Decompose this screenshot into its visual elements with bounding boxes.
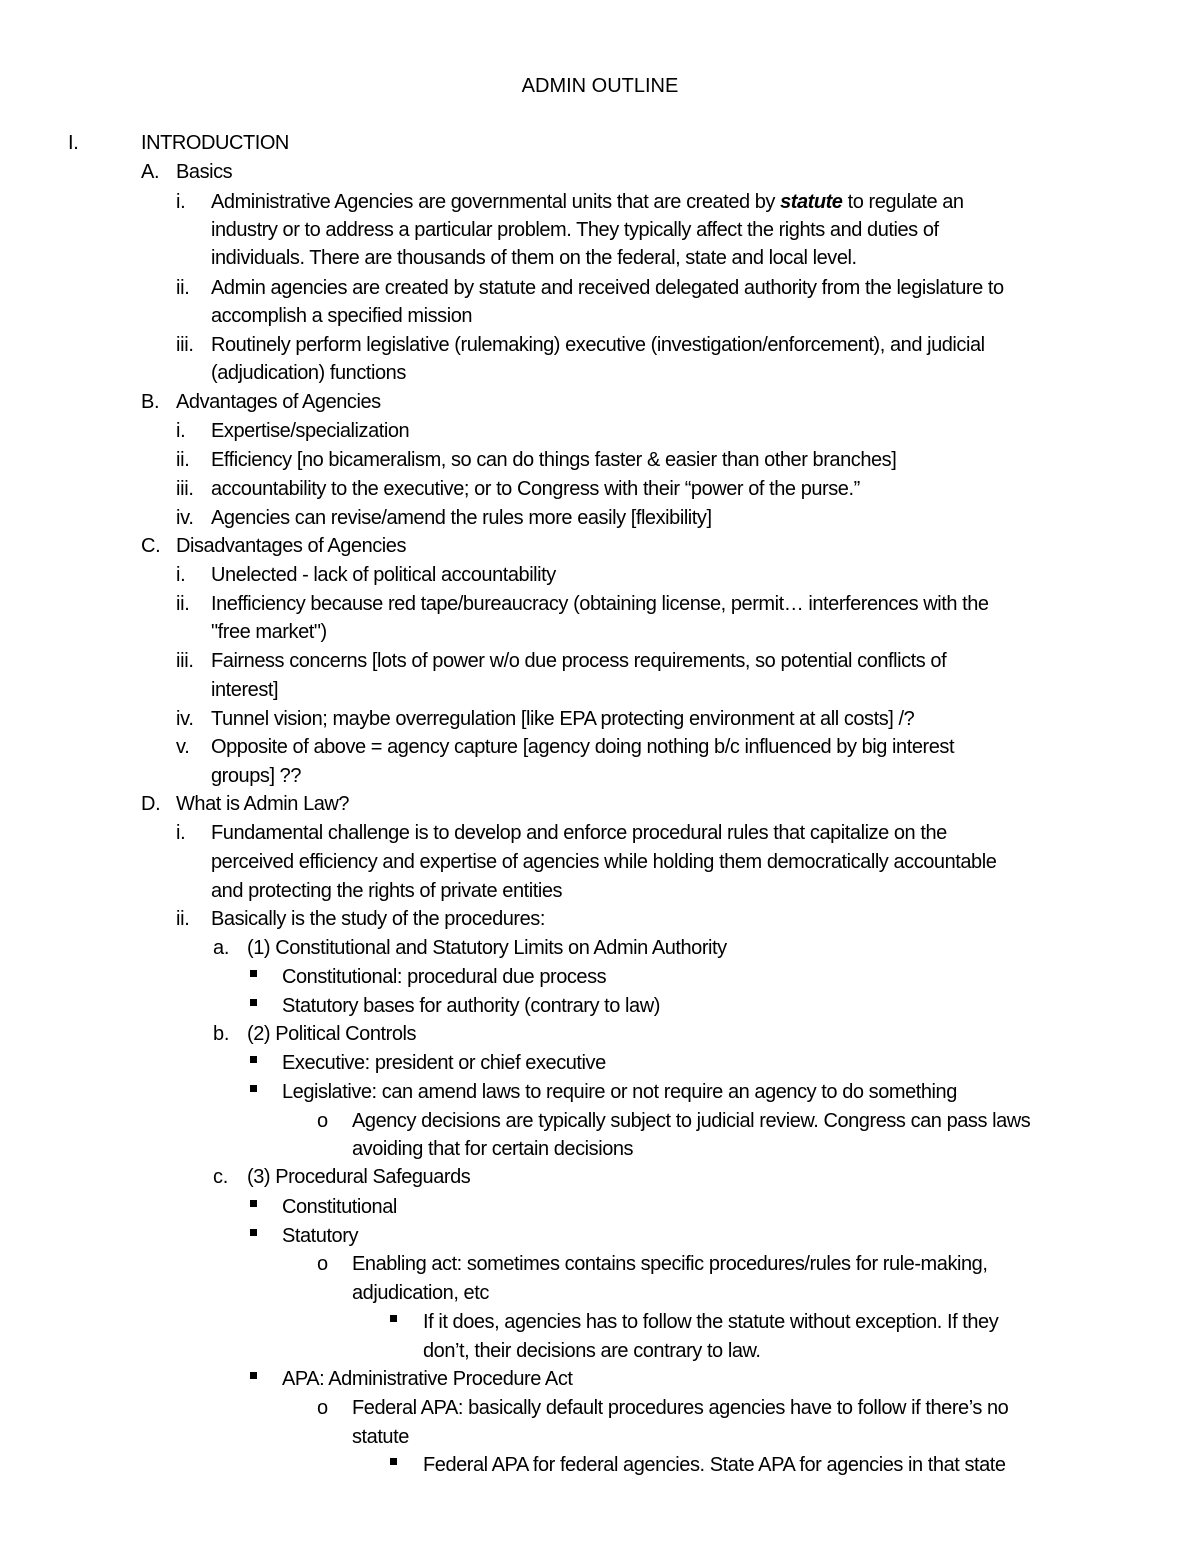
outline-marker-A-ii: ii. <box>176 277 190 299</box>
federal-apa-line-1: Federal APA: basically default procedures agencies have to follow if there’s no <box>352 1397 1009 1419</box>
square-bullet-icon <box>250 999 257 1006</box>
outline-marker-B-iii: iii. <box>176 478 194 500</box>
outline-marker-b: b. <box>213 1023 230 1045</box>
square-bullet-icon <box>390 1458 397 1465</box>
item-b-sub-line-1: Agency decisions are typically subject to judicial review. Congress can pass laws <box>352 1110 1031 1132</box>
outline-marker-B-i: i. <box>176 420 186 442</box>
admin-law-ii: Basically is the study of the procedures: <box>211 908 545 930</box>
disadvantages-v-line-1: Opposite of above = agency capture [agency doing nothing b/c influenced by big interest <box>211 736 955 758</box>
if-it-does-line-2: don’t, their decisions are contrary to law. <box>423 1340 761 1362</box>
page-title: ADMIN OUTLINE <box>521 75 679 97</box>
disadvantages-ii-line-1: Inefficiency because red tape/bureaucracy (obtaining license, permit… interferences with the <box>211 593 989 615</box>
square-bullet-icon <box>250 970 257 977</box>
disadvantages-iv: Tunnel vision; maybe overregulation [like EPA protecting environment at all costs] /? <box>211 708 915 730</box>
item-c-bullet-apa: APA: Administrative Procedure Act <box>282 1368 573 1390</box>
basics-i-text-before: Administrative Agencies are governmental units that are created by <box>211 191 781 213</box>
basics-iii-line-1: Routinely perform legislative (rulemaking) executive (investigation/enforcement), and judicial <box>211 334 985 356</box>
square-bullet-icon <box>250 1229 257 1236</box>
square-bullet-icon <box>250 1200 257 1207</box>
outline-marker-A-iii: iii. <box>176 334 194 356</box>
outline-marker-C-ii: ii. <box>176 593 190 615</box>
outline-marker-C: C. <box>141 535 161 557</box>
item-b-bullet-2: Legislative: can amend laws to require or not require an agency to do something <box>282 1081 957 1103</box>
item-c-bullet-constitutional: Constitutional <box>282 1196 397 1218</box>
outline-marker-A: A. <box>141 161 160 183</box>
outline-marker-a: a. <box>213 937 230 959</box>
advantages-ii: Efficiency [no bicameralism, so can do things faster & easier than other branches] <box>211 449 897 471</box>
disadvantages-iii-line-1: Fairness concerns [lots of power w/o due process requirements, so potential conflicts of <box>211 650 947 672</box>
subsection-heading-basics: Basics <box>176 161 233 183</box>
section-heading-introduction: INTRODUCTION <box>141 132 289 154</box>
outline-marker-C-i: i. <box>176 564 186 586</box>
outline-marker-D-i: i. <box>176 822 186 844</box>
basics-iii-line-2: (adjudication) functions <box>211 362 406 384</box>
hollow-circle-bullet-icon: o <box>317 1110 329 1132</box>
item-c-title: (3) Procedural Safeguards <box>247 1166 471 1188</box>
outline-marker-B: B. <box>141 391 160 413</box>
federal-apa-line-2: statute <box>352 1426 409 1448</box>
disadvantages-iii-line-2: interest] <box>211 679 279 701</box>
outline-marker-B-ii: ii. <box>176 449 190 471</box>
statute-emphasis: statute <box>780 191 843 213</box>
item-a-title: (1) Constitutional and Statutory Limits on Admin Authority <box>247 937 727 959</box>
admin-law-i-line-2: perceived efficiency and expertise of agencies while holding them democratically accountable <box>211 851 997 873</box>
subsection-heading-disadvantages: Disadvantages of Agencies <box>176 535 407 557</box>
item-b-bullet-1: Executive: president or chief executive <box>282 1052 606 1074</box>
admin-law-i-line-3: and protecting the rights of private entities <box>211 880 563 902</box>
outline-marker-c: c. <box>213 1166 228 1188</box>
hollow-circle-bullet-icon: o <box>317 1397 329 1419</box>
disadvantages-v-line-2: groups] ?? <box>211 765 302 787</box>
outline-marker-B-iv: iv. <box>176 507 194 529</box>
square-bullet-icon <box>250 1372 257 1379</box>
item-b-sub-line-2: avoiding that for certain decisions <box>352 1138 634 1160</box>
federal-state-apa: Federal APA for federal agencies. State APA for agencies in that state <box>423 1454 1006 1476</box>
hollow-circle-bullet-icon: o <box>317 1253 329 1275</box>
disadvantages-i: Unelected - lack of political accountability <box>211 564 556 586</box>
if-it-does-line-1: If it does, agencies has to follow the statute without exception. If they <box>423 1311 999 1333</box>
outline-marker-C-v: v. <box>176 736 190 758</box>
advantages-i: Expertise/specialization <box>211 420 410 442</box>
outline-marker-D-ii: ii. <box>176 908 190 930</box>
subsection-heading-what-is-admin-law: What is Admin Law? <box>176 793 350 815</box>
outline-marker-I: I. <box>68 132 79 154</box>
square-bullet-icon <box>250 1085 257 1092</box>
item-c-bullet-statutory: Statutory <box>282 1225 358 1247</box>
square-bullet-icon <box>250 1056 257 1063</box>
disadvantages-ii-line-2: "free market") <box>211 621 327 643</box>
basics-i-line-3: individuals. There are thousands of them on the federal, state and local level. <box>211 247 857 269</box>
basics-ii-line-1: Admin agencies are created by statute and received delegated authority from the legislature to <box>211 277 1004 299</box>
item-a-bullet-1: Constitutional: procedural due process <box>282 966 607 988</box>
enabling-act-line-2: adjudication, etc <box>352 1282 489 1304</box>
advantages-iii: accountability to the executive; or to Congress with their “power of the purse.” <box>211 478 860 500</box>
advantages-iv: Agencies can revise/amend the rules more easily [flexibility] <box>211 507 712 529</box>
basics-ii-line-2: accomplish a specified mission <box>211 305 473 327</box>
outline-marker-D: D. <box>141 793 161 815</box>
basics-i-line-1 <box>211 188 964 216</box>
admin-law-i-line-1: Fundamental challenge is to develop and enforce procedural rules that capitalize on the <box>211 822 947 844</box>
square-bullet-icon <box>390 1315 397 1322</box>
basics-i-text-after: to regulate an <box>842 191 964 213</box>
item-b-title: (2) Political Controls <box>247 1023 417 1045</box>
outline-marker-C-iv: iv. <box>176 708 194 730</box>
enabling-act-line-1: Enabling act: sometimes contains specific procedures/rules for rule-making, <box>352 1253 988 1275</box>
outline-marker-A-i: i. <box>176 191 186 213</box>
basics-i-line-2: industry or to address a particular problem. They typically affect the rights and duties of <box>211 219 939 241</box>
item-a-bullet-2: Statutory bases for authority (contrary to law) <box>282 995 660 1017</box>
outline-marker-C-iii: iii. <box>176 650 194 672</box>
subsection-heading-advantages: Advantages of Agencies <box>176 391 381 413</box>
